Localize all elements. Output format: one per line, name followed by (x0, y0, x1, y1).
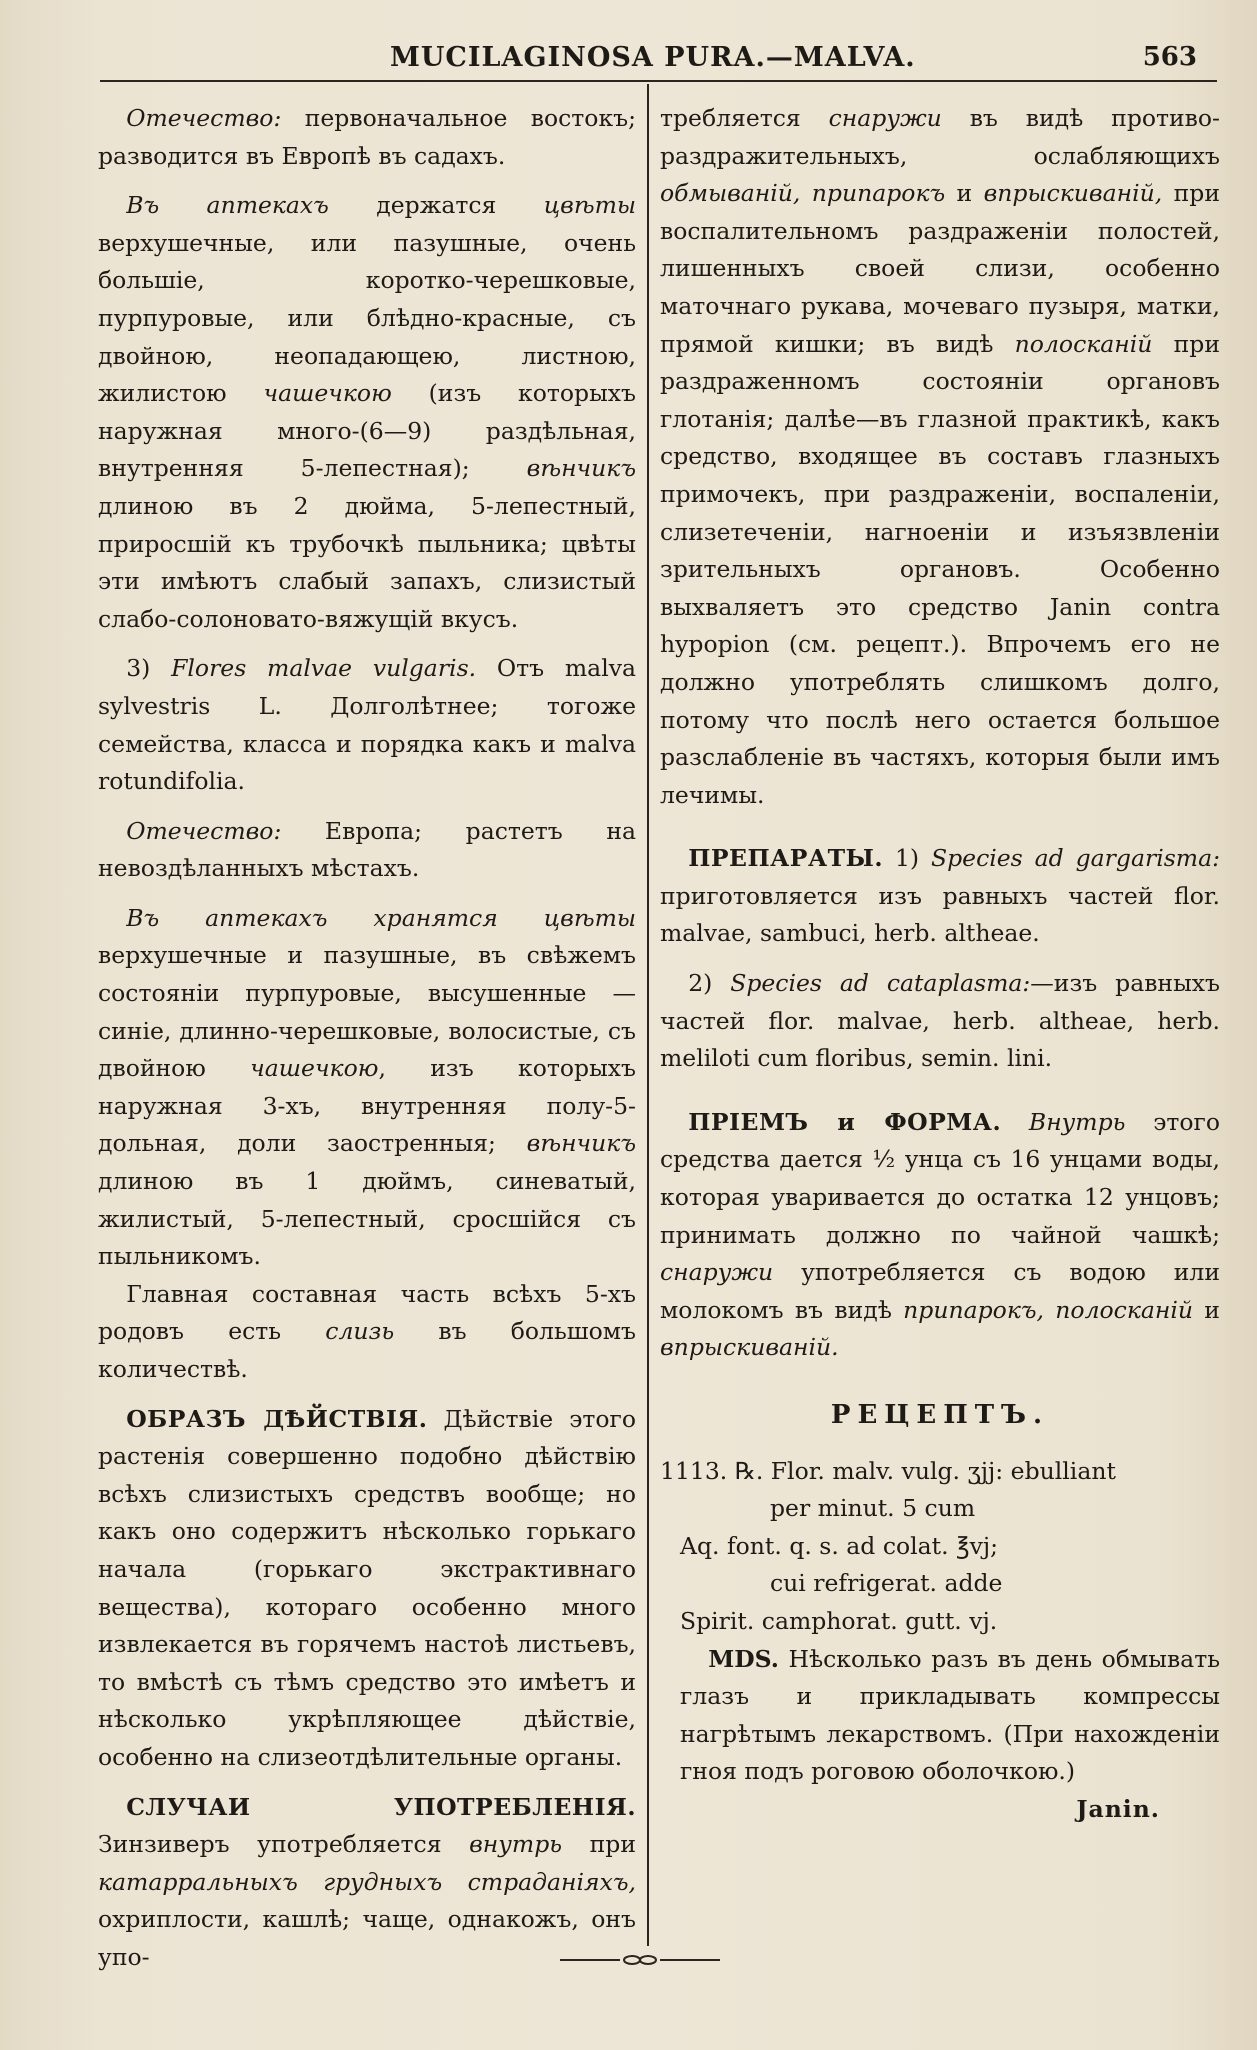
recipe-line: per minut. 5 cum (770, 1494, 976, 1523)
ornament-divider (560, 1952, 720, 1968)
paragraph-pharmacy: Въ аптекахъ держатся цвѣты верхушечные, или пазушные, очень большіе, коротко-черешковые, пурпуровые, или блѣдно-красные, съ двойною, неопадающею, листною, жилистою чашечкою (изъ которыхъ наружная много-(6—9) раздѣльная, внутренняя 5-лепестная); вѣнчикъ длиною въ 2 дюйма, 5-лепестный, приросшій къ трубочкѣ пыльника; цвѣты эти имѣютъ слабый запахъ, слизистый слабо-солоновато-вяжущій вкусъ. (98, 191, 636, 633)
paragraph-preparation-2: 2) Species ad cataplasma:—изъ равныхъ частей flor. malvae, herb. altheae, herb. meliloti cum floribus, semin. lini. (660, 969, 1221, 1073)
section-heading: ПРІЕМЪ и ФОРМА. (688, 1107, 1002, 1136)
running-head (100, 40, 1217, 82)
paragraph-action: ОБРАЗЪ ДѢЙСТВІЯ. Дѣйствіе этого растенія совершенно подобно дѣйствію всѣхъ слизистыхъ средствъ вообще; но какъ оно содержитъ нѣсколько горькаго начала (горькаго экстрактивнаго вещества), котораго особенно много извлекается въ горячемъ настоѣ листьевъ, то вмѣстѣ съ тѣмъ средство это имѣетъ и нѣсколько укрѣпляющее дѣйствіе, особенно на слизеотдѣлительные органы. (98, 1404, 636, 1771)
section-heading: СЛУЧАИ УПОТРЕБЛЕНІЯ. (126, 1792, 636, 1821)
recipe-title: РЕЦЕПТЪ. (830, 1400, 1050, 1430)
recipe-line: Aq. font. q. s. ad colat. ℥vj; (680, 1531, 999, 1560)
right-column (660, 100, 1220, 1829)
section-heading: ОБРАЗЪ ДѢЙСТВІЯ. (126, 1404, 428, 1433)
paragraph-preparations: ПРЕПАРАТЫ. 1) Species ad gargarisma: приготовляется изъ равныхъ частей flor. malvae, sambuci, herb. altheae. (660, 844, 1220, 948)
paragraph-uses-continued: требляется снаружи въ видѣ противо-раздражительныхъ, ослабляющихъ обмываній, припарокъ и впрыскиваній, при воспалительномъ раздраженіи полостей, лишенныхъ своей слизи, особенно маточнаго рукава, мочеваго пузыря, матки, прямой кишки; въ видѣ полосканій при раздраженномъ состояніи органовъ глотанія; далѣе—въ глазной практикѣ, какъ средство, входящее въ составъ глазныхъ примочекъ, при раздраженіи, воспаленіи, слизетеченіи, нагноеніи и изъязвленіи зрительныхъ органовъ. Особенно выхваляетъ это средство Janin contra hypopion (см. рецепт.). Впрочемъ его не должно употреблять слишкомъ долго, потому что послѣ него остается большое разслабленіе въ частяхъ, которыя были имъ лечимы. (660, 104, 1220, 809)
running-title: MUCILAGINOSA PURA.—MALVA. (390, 42, 916, 73)
page-number: 563 (1142, 42, 1197, 72)
recipe-author: Janin. (1076, 1794, 1160, 1823)
recipe-instructions: MDS. Нѣсколько разъ въ день обмывать глазъ и прикладывать компрессы нагрѣтымъ лекарствомъ. (При нахожденіи гноя подъ роговою оболочкою.) (680, 1644, 1220, 1786)
section-heading: ПРЕПАРАТЫ. (688, 844, 884, 873)
paragraph-uses: СЛУЧАИ УПОТРЕБЛЕНІЯ. Зинзиверъ употребляется внутрь при катарральныхъ грудныхъ страданіяхъ, охриплости, кашлѣ; чаще, однакожъ, онъ упо- (98, 1792, 636, 1971)
recipe-block (660, 1453, 1220, 1829)
column-divider (647, 84, 649, 1946)
paragraph-origin: Отечество: первоначальное востокъ; разводится въ Европѣ въ садахъ. (98, 104, 636, 170)
recipe-line: 1113. ℞. Flor. malv. vulg. ʒjj: ebulliant (660, 1456, 1116, 1485)
paragraph-composition: Главная составная часть всѣхъ 5-хъ родовъ есть слизь въ большомъ количествѣ. (98, 1279, 636, 1383)
recipe-line: Spirit. camphorat. gutt. vj. (680, 1606, 998, 1635)
paragraph-origin-2: Отечество: Европа; растетъ на невоздѣланныхъ мѣстахъ. (98, 816, 636, 883)
paragraph-flores-malvae: 3) Flores malvae vulgaris. Отъ malva sylvestris L. Долголѣтнее; тогоже семейства, класса и порядка какъ и malva rotundifolia. (98, 654, 636, 796)
left-column (98, 100, 636, 1977)
recipe-line: cui refrigerat. adde (770, 1569, 1003, 1598)
paragraph-dosage: ПРІЕМЪ и ФОРМА. Внутрь этого средства дается ½ унца съ 16 унцами воды, которая уваривается до остатка 12 унцовъ; принимать должно по чайной чашкѣ; снаружи употребляется съ водою или молокомъ въ видѣ припарокъ, полосканій и впрыскиваній. (660, 1107, 1220, 1362)
paragraph-pharmacy-2: Въ аптекахъ хранятся цвѣты верхушечные и пазушные, въ свѣжемъ состояніи пурпуровые, высушенные — синіе, длинно-черешковые, волосистые, съ двойною чашечкою, изъ которыхъ наружная 3-хъ, внутренняя полу-5-дольная, доли заостренныя; вѣнчикъ длиною въ 1 дюймъ, синеватый, жилистый, 5-лепестный, сросшійся съ пыльникомъ. (98, 903, 636, 1271)
